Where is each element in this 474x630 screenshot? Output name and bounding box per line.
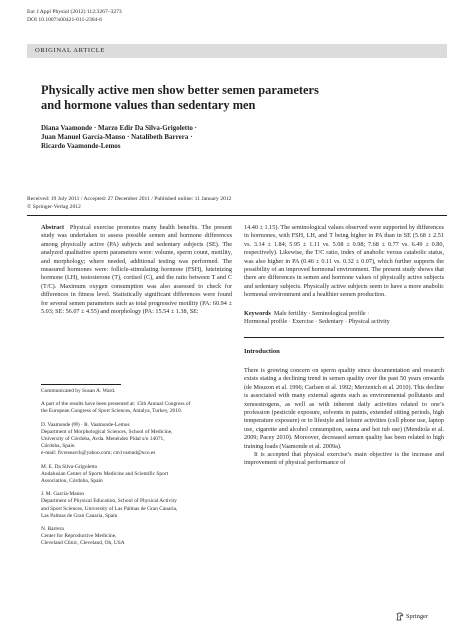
article-type-banner: ORIGINAL ARTICLE xyxy=(27,44,447,58)
doi: DOI 10.1007/s00421-011-2304-6 xyxy=(27,16,102,23)
abstract-heading: Abstract xyxy=(41,224,65,231)
keywords-heading: Keywords xyxy=(244,309,271,317)
introduction-heading: Introduction xyxy=(244,348,280,356)
presented-note-1: A part of the results have been presented at: 15th Annual Congress of xyxy=(41,401,191,408)
affiliation-2-line-2: Association, Córdoba, Spain xyxy=(41,478,103,485)
affiliation-2-line-1: Andalusian Center of Sports Medicine and Scientific Sport xyxy=(41,470,169,477)
authors-line-3: Ricardo Vaamonde-Lemos xyxy=(41,142,121,151)
authors-line-2: Juan Manuel García-Manso · Natalibeth Barrera · xyxy=(41,133,193,142)
affiliation-4-name: N. Barrera xyxy=(41,526,64,533)
keywords xyxy=(244,310,444,327)
affiliation-4-line-1: Center for Reproductive Medicine, xyxy=(41,533,117,540)
journal-citation: Eur J Appl Physiol (2012) 112:3267–3273 xyxy=(27,9,122,15)
footnotes xyxy=(41,388,232,548)
keywords-line-2: Hormonal profile · Exercise · Sedentary · Physical activity xyxy=(244,318,390,326)
affiliation-4-line-2: Cleveland Clinic, Cleveland, Oh, USA xyxy=(41,540,125,547)
affiliation-3-line-2: and Sport Sciences, University of Las Palmas de Gran Canaria, xyxy=(41,505,178,512)
title-line-2: and hormone values than sedentary men xyxy=(41,98,256,113)
affiliation-1-line-3: Córdoba, Spain xyxy=(41,443,75,450)
presented-note-2: the European Congress of Sport Sciences, Antalya, Turkey, 2010. xyxy=(41,408,182,415)
introduction-paragraph-2: It is accepted that physical exercise’s main objective is the increase and improvement of physical performance of xyxy=(244,450,444,467)
keywords-line-1: Male fertility · Seminological profile · xyxy=(273,309,370,317)
keywords-rule xyxy=(244,326,444,338)
title-line-1: Physically active men show better semen parameters xyxy=(41,83,319,97)
springer-logo xyxy=(396,612,428,621)
abstract xyxy=(41,224,232,316)
affiliation-1-name: D. Vaamonde (✉) · R. Vaamonde-Lemos xyxy=(41,421,130,428)
springer-horse-icon xyxy=(396,612,404,621)
introduction-paragraph-1: There is growing concern on sperm quality since documentation and research exists stating a declining trend in semen quality over the past 50 years onwards (de Mouzon et al. 1996; Carlsen et al. 1992; Merzenich et al. 2010). This decline is associated with many external agents such as environmental pollutants and xenoestrogens, as well as with inherent daily activities related to one’s profession (pesticide exposure, solvents in paints, extended sitting periods, high temperature exposure) or to lifestyle and leisure activities (cell phone use, laptop use, cigarette and alcohol consumption, sauna and hot tub use) (Mendiola et al. 2009; Pacey 2010). Moreover, decreased semen quality has been related to high training loads (Vaamonde et al. 2009a). xyxy=(244,366,444,450)
right-column xyxy=(244,224,444,468)
affiliation-1-line-1: Department of Morphological Sciences, School of Medicine, xyxy=(41,428,173,435)
publisher-name: Springer xyxy=(406,613,429,620)
authors-line-1: Diana Vaamonde · Marzo Edir Da Silva-Grigoletto · xyxy=(41,124,198,132)
left-column xyxy=(41,224,232,316)
journal-meta xyxy=(27,9,122,24)
communicated-by: Communicated by Susan A. Ward. xyxy=(41,388,116,394)
divider xyxy=(27,215,447,216)
article-title xyxy=(41,83,421,113)
footnote-divider xyxy=(41,384,121,385)
affiliation-1-line-2: University of Córdoba, Avda. Menéndez Pidal s/n 14071, xyxy=(41,436,165,443)
abstract-text: Physical exercise promotes many health benefits. The present study was undertaken to assess possible semen and hormone differences among physically active (PA) subjects and sedentary subjects (SE). The analyzed qualitative sperm parameters were: volume, sperm count, motility, and morphology; where needed, additional testing was performed. The measured hormones were: follicle-stimulating hormone (FSH), luteinizing hormone (LH), testosterone (T), cortisol (C), and the ratio between T and C (T/C). Maximum oxygen consumption was also assessed to check for differences in fitness level. Statistically significant differences were found for several semen parameters such as total progressive motility (PA: 60.94 ± 5.03; SE: 56.07 ± 4.55) and morphology (PA: 15.54 ± 1.38, SE: xyxy=(41,224,233,316)
copyright: © Springer-Verlag 2012 xyxy=(27,203,81,210)
affiliation-1-email[interactable]: e-mail: fivresearch@yahoo.com; cm1vamad@uco.es xyxy=(41,450,156,457)
affiliation-3-line-1: Department of Physical Education, School of Physical Activity xyxy=(41,498,177,505)
affiliation-2-name: M. E. Da Silva-Grigoletto xyxy=(41,463,98,470)
received-dates: Received: 19 July 2011 / Accepted: 27 December 2011 / Published online: 11 January 2012 xyxy=(27,196,232,202)
author-list xyxy=(41,124,341,152)
abstract-continued: 14.40 ± 1.15). The seminological values observed were supported by differences in hormones, with FSH, LH, and T being higher in PA than in SE (5.68 ± 2.51 vs. 3.14 ± 1.84; 5.95 ± 1.11 vs. 5.08 ± 0.98; 7.68 ± 0.77 vs. 6.49 ± 0.80, respectively). Likewise, the T/C ratio, index of anabolic versus catabolic status, was also higher in PA (0.46 ± 0.11 vs. 0.32 ± 0.07), which further supports the possibility of an improved hormonal environment. The present study shows that there are differences in semen and hormone values of physically active subjects and sedentary subjects. Physically active subjects seem to have a more anabolic hormonal environment and a healthier semen production. xyxy=(244,224,444,299)
affiliation-3-name: J. M. García-Manso xyxy=(41,491,85,498)
affiliation-3-line-3: Las Palmas de Gran Canaria, Spain xyxy=(41,512,118,519)
publication-history xyxy=(27,196,457,211)
